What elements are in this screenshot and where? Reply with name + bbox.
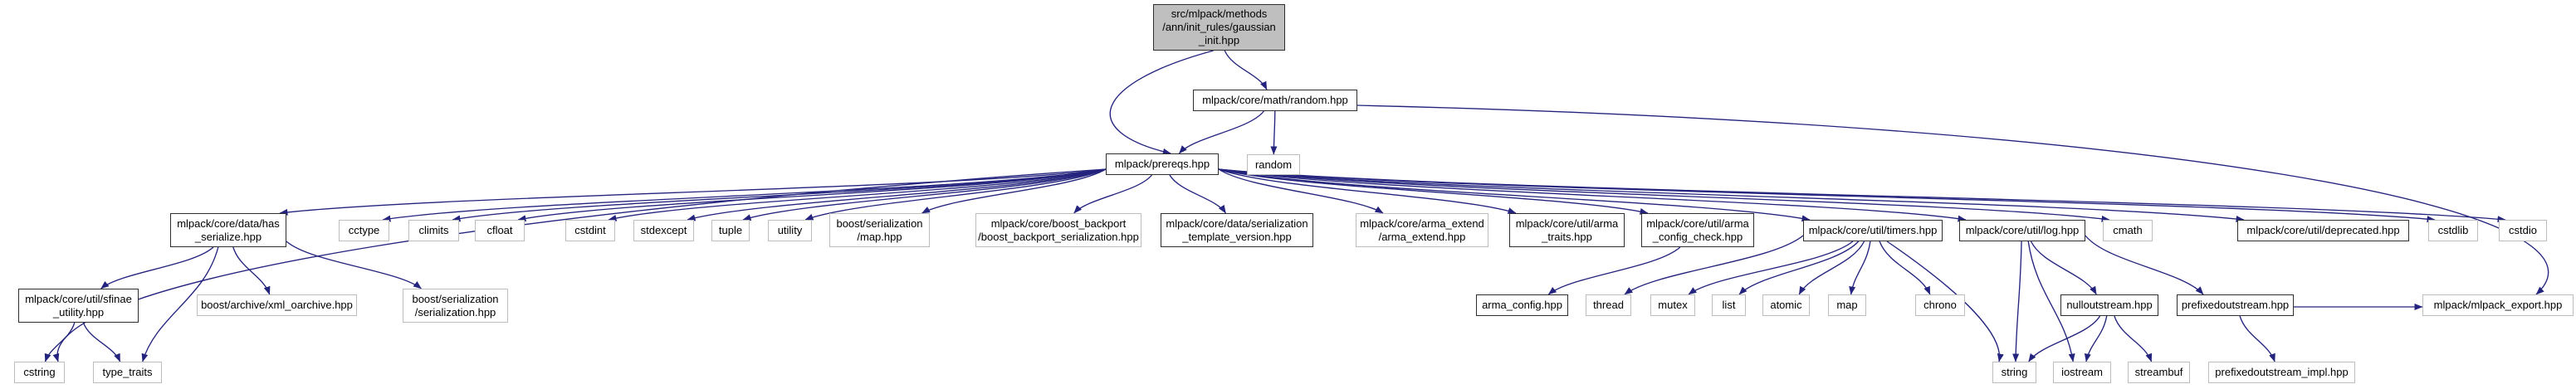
node-streambuf bbox=[2128, 362, 2190, 383]
node-label: cctype bbox=[348, 224, 380, 236]
node-arma_traits[interactable] bbox=[1509, 213, 1625, 247]
node-prereqs[interactable] bbox=[1106, 153, 1219, 175]
node-label: list bbox=[1722, 299, 1736, 311]
node-nulloutstream[interactable] bbox=[2060, 294, 2158, 316]
node-tuple bbox=[711, 220, 750, 241]
edge-prereqs-to-deprecated bbox=[1219, 169, 2244, 220]
node-label: utility bbox=[777, 224, 803, 236]
node-label: tuple bbox=[718, 224, 743, 236]
edge-prereqs-to-cstring bbox=[57, 169, 1106, 362]
node-label: map bbox=[1836, 299, 1858, 311]
node-label: boost/archive/xml_oarchive.hpp bbox=[201, 299, 353, 311]
node-cstdio bbox=[2499, 220, 2547, 241]
node-label: mlpack/core/boost_backport /boost_backport_serialization.hpp bbox=[978, 216, 1139, 243]
node-has_serialize[interactable] bbox=[170, 213, 286, 247]
edge-log-to-string bbox=[2016, 241, 2021, 362]
edge-prereqs-to-has_serialize bbox=[280, 169, 1106, 213]
node-sfinae[interactable] bbox=[18, 289, 139, 323]
node-boost_ser_map bbox=[829, 213, 930, 247]
node-random_std bbox=[1247, 154, 1300, 175]
node-label: mlpack/prereqs.hpp bbox=[1114, 158, 1210, 170]
node-cstring bbox=[14, 362, 65, 383]
edge-random_hpp-to-random_std bbox=[1273, 111, 1275, 154]
node-cfloat bbox=[475, 220, 525, 241]
edge-random_hpp-to-prereqs bbox=[1179, 111, 1264, 153]
edge-nulloutstream-to-iostream bbox=[2086, 316, 2107, 362]
node-label: cstdint bbox=[574, 224, 606, 236]
node-mlpack_export bbox=[2422, 294, 2574, 316]
node-label: mlpack/core/util/deprecated.hpp bbox=[2246, 224, 2400, 236]
node-label: cstdlib bbox=[2437, 224, 2469, 236]
edge-log-to-nulloutstream bbox=[2031, 241, 2097, 294]
node-label: mlpack/core/data/serialization _template_version.hpp bbox=[1166, 216, 1308, 243]
edge-sfinae-to-cstring bbox=[46, 323, 75, 362]
node-map bbox=[1828, 294, 1866, 316]
node-utility bbox=[768, 220, 812, 241]
node-mutex bbox=[1650, 294, 1695, 316]
node-list bbox=[1712, 294, 1746, 316]
node-thread bbox=[1586, 294, 1631, 316]
node-label: chrono bbox=[1923, 299, 1957, 311]
node-label: arma_config.hpp bbox=[1482, 299, 1562, 311]
node-arma_config[interactable] bbox=[1476, 294, 1568, 316]
node-label: src/mlpack/methods /ann/init_rules/gaussian _init.hpp bbox=[1162, 7, 1276, 46]
node-root[interactable] bbox=[1153, 4, 1285, 51]
node-atomic bbox=[1762, 294, 1810, 316]
edge-log-to-prefixedoutstream bbox=[2085, 236, 2203, 294]
edge-prereqs-to-cmath bbox=[1219, 169, 2109, 220]
node-type_traits bbox=[93, 362, 162, 383]
node-label: climits bbox=[418, 224, 449, 236]
edge-timers-to-list bbox=[1739, 241, 1859, 294]
node-ser_tmpl[interactable] bbox=[1161, 213, 1313, 247]
node-arma_extend bbox=[1356, 213, 1488, 247]
node-label: mlpack/core/arma_extend /arma_extend.hpp bbox=[1360, 216, 1484, 243]
edge-timers-to-map bbox=[1851, 241, 1870, 294]
node-label: nulloutstream.hpp bbox=[2066, 299, 2153, 311]
node-cctype bbox=[339, 220, 389, 241]
edge-has_serialize-to-boost_ser bbox=[286, 241, 421, 289]
node-label: mlpack/core/util/timers.hpp bbox=[1808, 224, 1938, 236]
node-label: stdexcept bbox=[640, 224, 687, 236]
node-prefixedoutstream[interactable] bbox=[2177, 294, 2294, 316]
node-cstdlib bbox=[2428, 220, 2478, 241]
node-label: mutex bbox=[1658, 299, 1688, 311]
edge-has_serialize-to-xml_oarchive bbox=[233, 247, 270, 294]
node-label: mlpack/core/util/sfinae _utility.hpp bbox=[25, 292, 132, 318]
node-label: cfloat bbox=[486, 224, 513, 236]
node-label: thread bbox=[1593, 299, 1624, 311]
node-label: mlpack/mlpack_export.hpp bbox=[2433, 299, 2563, 311]
node-cmath bbox=[2103, 220, 2153, 241]
node-label: mlpack/core/util/arma _traits.hpp bbox=[1515, 216, 1619, 243]
node-label: string bbox=[2001, 366, 2028, 378]
node-climits bbox=[408, 220, 459, 241]
node-label: mlpack/core/math/random.hpp bbox=[1202, 94, 1348, 106]
node-label: type_traits bbox=[102, 366, 153, 378]
node-label: prefixedoutstream.hpp bbox=[2181, 299, 2290, 311]
edge-timers-to-atomic bbox=[1799, 241, 1864, 294]
node-label: iostream bbox=[2061, 366, 2103, 378]
edge-root-to-random_hpp bbox=[1224, 51, 1267, 90]
node-log[interactable] bbox=[1959, 220, 2085, 241]
node-cstdint bbox=[565, 220, 615, 241]
node-label: mlpack/core/util/arma _config_check.hpp bbox=[1646, 216, 1749, 243]
edge-arma_cfg_check-to-arma_config bbox=[1548, 247, 1680, 294]
node-label: mlpack/core/data/has _serialize.hpp bbox=[177, 216, 280, 243]
node-label: cstdio bbox=[2509, 224, 2537, 236]
node-label: cstring bbox=[23, 366, 56, 378]
edge-nulloutstream-to-streambuf bbox=[2114, 316, 2152, 362]
edge-prereqs-to-boost_backport bbox=[1074, 175, 1152, 213]
node-string bbox=[1992, 362, 2036, 383]
node-deprecated[interactable] bbox=[2237, 220, 2409, 241]
node-label: streambuf bbox=[2134, 366, 2183, 378]
node-stdexcept bbox=[633, 220, 694, 241]
node-chrono bbox=[1915, 294, 1965, 316]
node-random_hpp[interactable] bbox=[1193, 90, 1357, 111]
edge-prefixedoutstream-to-poi bbox=[2240, 316, 2275, 362]
edge-sfinae-to-type_traits bbox=[83, 323, 120, 362]
node-label: cmath bbox=[2113, 224, 2143, 236]
node-label: boost/serialization /serialization.hpp bbox=[412, 292, 499, 318]
node-arma_cfg_check[interactable] bbox=[1641, 213, 1754, 247]
edge-prereqs-to-cstdint bbox=[609, 169, 1106, 220]
edge-timers-to-chrono bbox=[1879, 241, 1930, 294]
node-label: prefixedoutstream_impl.hpp bbox=[2215, 366, 2349, 378]
edge-nulloutstream-to-string bbox=[2029, 316, 2100, 362]
node-poi bbox=[2208, 362, 2355, 383]
edge-prereqs-to-ser_tmpl bbox=[1170, 175, 1226, 213]
node-label: boost/serialization /map.hpp bbox=[836, 216, 923, 243]
node-iostream bbox=[2053, 362, 2111, 383]
node-label: atomic bbox=[1770, 299, 1802, 311]
node-label: mlpack/core/util/log.hpp bbox=[1965, 224, 2080, 236]
node-xml_oarchive bbox=[197, 294, 357, 316]
edge-timers-to-mutex bbox=[1689, 241, 1853, 294]
node-label: random bbox=[1254, 158, 1293, 171]
node-timers[interactable] bbox=[1803, 220, 1943, 241]
node-boost_ser bbox=[403, 289, 508, 323]
node-boost_backport bbox=[975, 213, 1141, 247]
